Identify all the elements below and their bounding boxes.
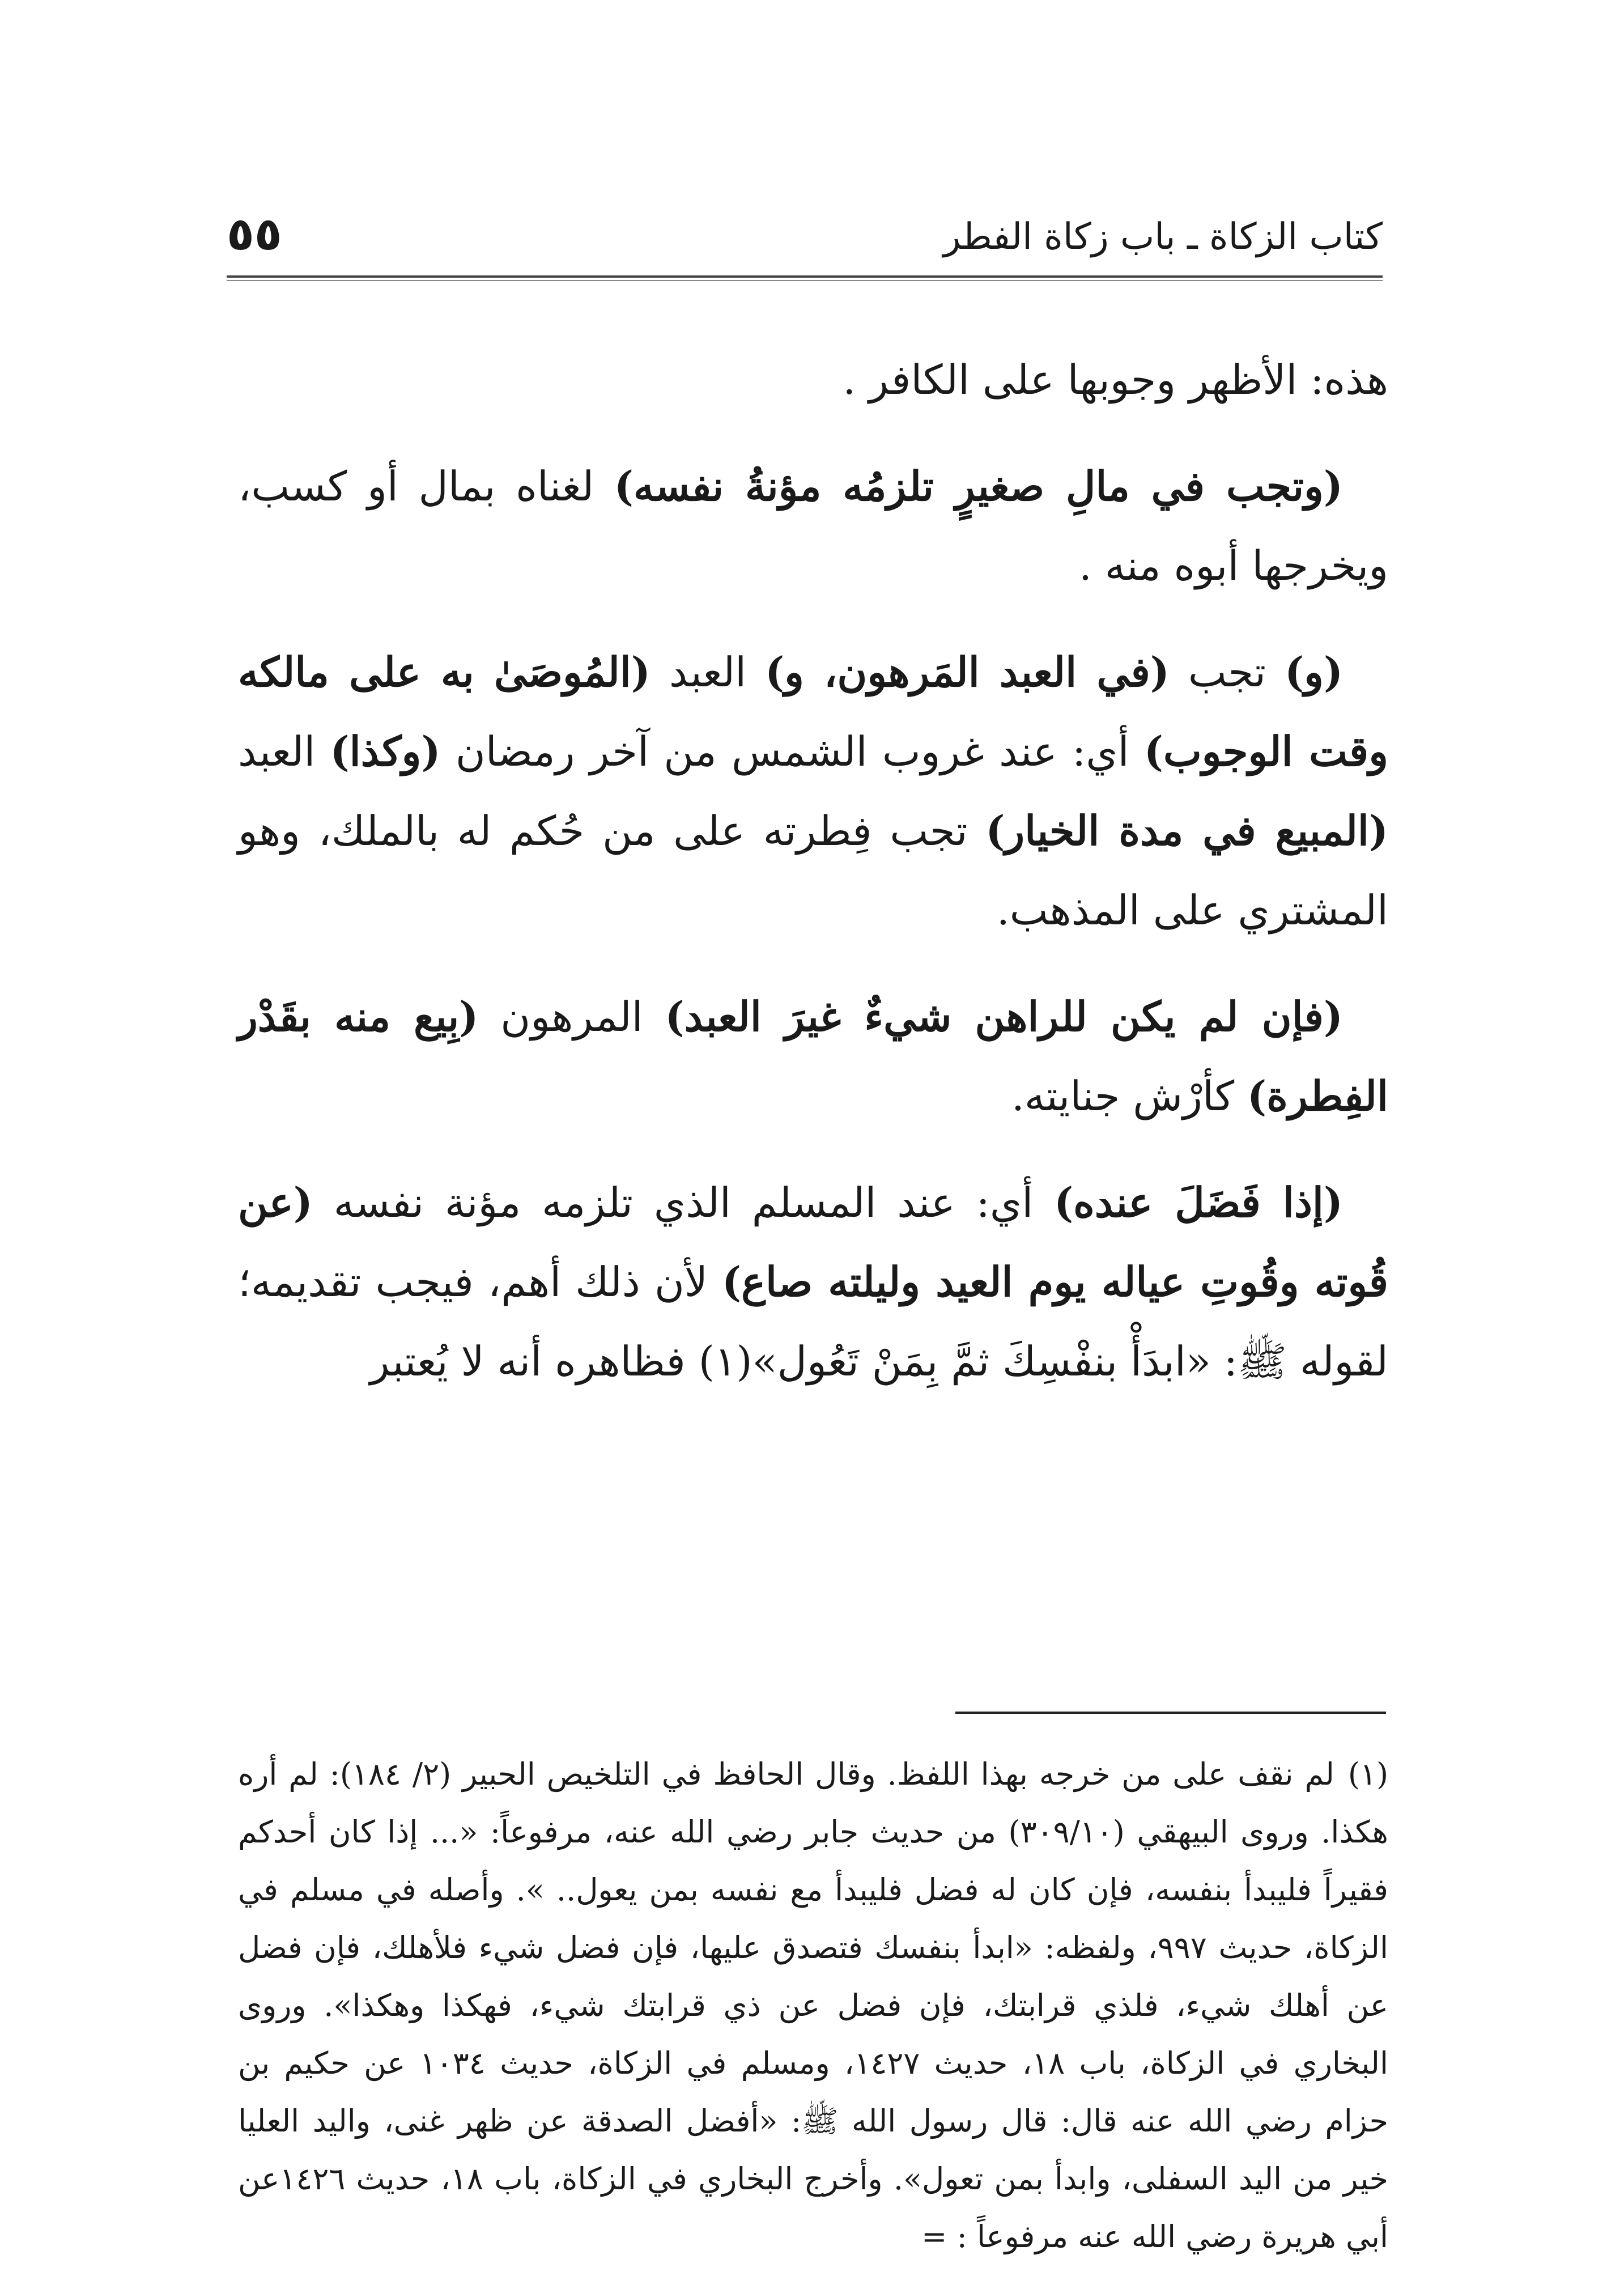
paragraph-2 (238, 447, 1388, 605)
main-text (238, 340, 1388, 1428)
paragraph-1 (238, 340, 1388, 419)
p5-matn-2: (عن قُوته وقُوتِ عياله يوم العيد وليلته صاع) (238, 1178, 1388, 1306)
page-number: ٥٥ (227, 207, 282, 260)
p5-commentary-1: أي: عند المسلم الذي تلزمه مؤنة نفسه (312, 1179, 1055, 1226)
p4-commentary-1: المرهون (478, 993, 665, 1041)
footnote-1 (238, 1746, 1388, 2266)
footnote-number: (١) (1347, 1756, 1389, 1792)
p4-commentary-2: كأرْش جنايته. (1011, 1072, 1248, 1120)
p2-commentary: لغناه بمال أو كسب، ويخرجها أبوه منه . (238, 462, 1388, 589)
p3-matn-2: (في العبد المَرهون، و) (765, 648, 1170, 696)
running-title: كتاب الزكاة ـ باب زكاة الفطر (943, 216, 1383, 258)
p3-commentary-3: أي: عند غروب الشمس من آخر رمضان (440, 728, 1144, 775)
paragraph-3 (238, 632, 1388, 950)
paragraph-5 (238, 1163, 1388, 1401)
paragraph-4 (238, 977, 1388, 1136)
p3-matn-5: (المبيع في مدة الخيار) (985, 806, 1388, 855)
header-divider (227, 275, 1383, 281)
p3-commentary-1: تجب (1169, 648, 1285, 696)
footnote-divider (955, 1712, 1386, 1714)
p4-matn-1: (فإن لم يكن للراهن شيءٌ غيرَ العبد) (665, 992, 1344, 1041)
p3-matn-1: (و) (1285, 648, 1344, 696)
p3-matn-3: (المُوصَىٰ به على مالكه وقت الوجوب) (238, 648, 1388, 775)
p5-matn-1: (إذا فَضَلَ عنده) (1054, 1178, 1344, 1226)
p5-commentary-2: لأن ذلك أهم، فيجب تقديمه؛ لقوله ﷺ: «ابدَأْ بنفْسِكَ ثمَّ بِمَنْ تَعُول»(١) فظاهره أنه لا يُعتبر (238, 1258, 1388, 1385)
p3-commentary-5: تجب فِطرته على من حُكم له بالملك، وهو المشتري على المذهب. (238, 807, 1388, 934)
p1-text: هذه: الأظهر وجوبها على الكافر . (843, 356, 1388, 404)
p2-matn: (وتجب في مالِ صغيرٍ تلزمُه مؤنةُ نفسه) (614, 462, 1343, 510)
p3-commentary-2: العبد (650, 648, 766, 696)
p3-commentary-4: العبد (238, 728, 330, 775)
p3-matn-4: (وكذا) (330, 727, 441, 775)
p4-matn-2: (بِيع منه بقَدْر الفِطرة) (238, 992, 1388, 1120)
footnote-text: لم نقف على من خرجه بهذا اللفظ. وقال الحافظ في التلخيص الحبير (٢/ ١٨٤): لم أره هكذا. وروى البيهقي (٣٠٩/١٠) من حديث جابر رضي الله عنه، مرفوعاً: «... إذا كان أحدكم فقيراً فليبدأ بنفسه، فإن كان له فضل فليبدأ مع نفسه بمن يعول.. ». وأصله في مسلم في الزكاة، حديث ٩٩٧، ولفظه: «ابدأ بنفسك فتصدق عليها، فإن فضل شيء فلأهلك، فإن فضل عن أهلك شيء، فلذي قرابتك، فإن فضل عن ذي قرابتك شيء، فهكذا وهكذا». وروى البخاري في الزكاة، باب ١٨، حديث ١٤٢٧، ومسلم في الزكاة، حديث ١٠٣٤ عن حكيم بن حزام رضي الله عنه قال: قال رسول الله ﷺ: «أفضل الصدقة عن ظهر غنى، واليد العليا خير من اليد السفلى، وابدأ بمن تعول». وأخرج البخاري في الزكاة، باب ١٨، حديث ١٤٢٦عن أبي هريرة رضي الله عنه مرفوعاً : = (238, 1756, 1389, 2254)
page-header (227, 209, 1383, 271)
